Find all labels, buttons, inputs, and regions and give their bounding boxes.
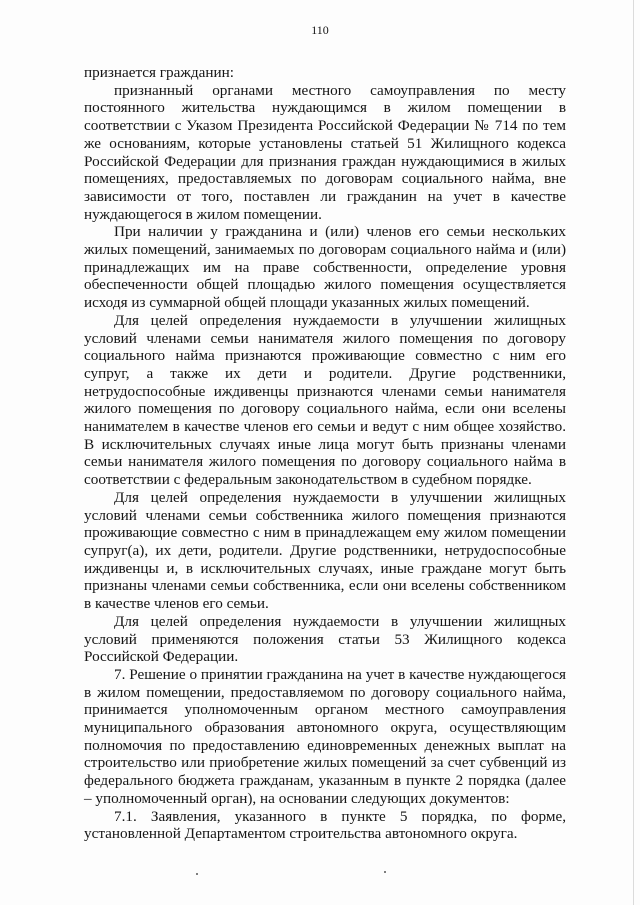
page-number: 110: [311, 23, 329, 37]
paragraph-section-7-1: 7.1. Заявления, указанного в пункте 5 порядка, по форме, установленной Департаментом строительства автономного округа.: [84, 807, 566, 843]
paragraph-owner-family-members: Для целей определения нуждаемости в улучшении жилищных условий членами семьи собственника жилого помещения признаются проживающие совместно с ним в принадлежащем ему жилом помещении супруг(а), их дети, родители. Другие родственники, нетрудоспособные иждивенцы и, в исключительных случаях, иные граждане могут быть признаны членами семьи собственника, если они вселены собственником в качестве членов его семьи.: [84, 488, 566, 613]
paragraph-intro: признается гражданин:: [84, 64, 234, 81]
scan-speck: [384, 871, 386, 873]
paragraph-recognized-citizen: признанный органами местного самоуправления по месту постоянного жительства нуждающимся в жилом помещении в соответствии с Указом Президента Российской Федерации № 714 по тем же основаниям, которые установлены статьей 51 Жилищного кодекса Российской Федерации для признания граждан нуждающимися в жилых помещениях, предоставляемых по договорам социального найма, вне зависимости от того, поставлен ли гражданин на учет в качестве нуждающегося в жилом помещении.: [84, 81, 566, 223]
scan-edge: [633, 0, 634, 905]
scan-speck: [196, 873, 198, 875]
paragraph-article-53: Для целей определения нуждаемости в улучшении жилищных условий применяются положения статьи 53 Жилищного кодекса Российской Федерации.: [84, 612, 566, 666]
paragraph-multiple-dwellings: При наличии у гражданина и (или) членов его семьи нескольких жилых помещений, занимаемых по договорам социального найма и (или) принадлежащих им на праве собственности, определение уровня обеспеченности общей площадью жилого помещения осуществляется исходя из суммарной общей площади указанных жилых помещений.: [84, 223, 566, 312]
paragraph-tenant-family-members: Для целей определения нуждаемости в улучшении жилищных условий членами семьи нанимателя жилого помещения по договору социального найма признаются проживающие совместно с ним его супруг, а также их дети и родители. Другие родственники, нетрудоспособные иждивенцы признаются членами семьи нанимателя жилого помещения по договору социального найма, если они вселены нанимателем в качестве членов его семьи и ведут с ним общее хозяйство. В исключительных случаях иные лица могут быть признаны членами семьи нанимателя жилого помещения по договору социального найма в соответствии с федеральным законодательством в судебном порядке.: [84, 311, 566, 489]
document-body: [84, 64, 566, 843]
paragraph-section-7: 7. Решение о принятии гражданина на учет в качестве нуждающегося в жилом помещении, предоставляемом по договору социального найма, принимается уполномоченным органом местного самоуправления муниципального образования автономного округа, осуществляющим полномочия по предоставлению единовременных денежных выплат на строительство или приобретение жилых помещений за счет субвенций из федерального бюджета гражданам, указанным в пункте 2 порядка (далее – уполномоченный орган), на основании следующих документов:: [84, 665, 566, 807]
